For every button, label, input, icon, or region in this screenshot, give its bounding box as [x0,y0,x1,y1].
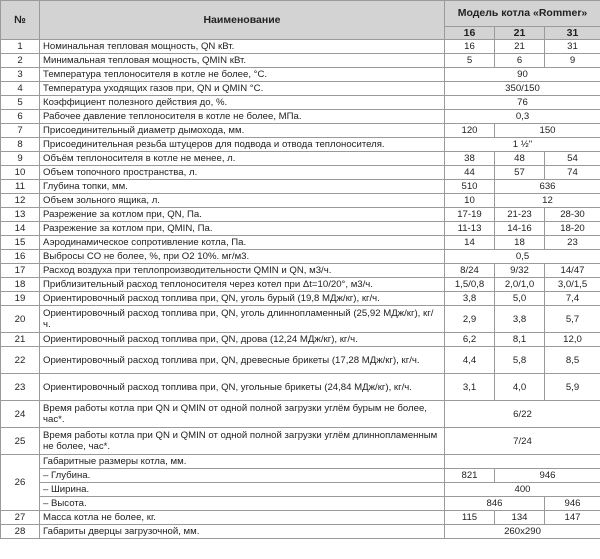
row-number: 22 [1,347,40,374]
row-number: 10 [1,166,40,180]
table-row [1,138,600,152]
value-cell: 2,0/1,0 [495,278,545,292]
value-cell: 846 [445,497,545,511]
table-row [1,347,600,374]
row-number: 4 [1,82,40,96]
row-name: Температура теплоносителя в котле не более, °С. [40,68,445,82]
header-model-31: 31 [545,27,600,40]
value-cell: 115 [445,511,495,525]
row-name: Коэффициент полезного действия до, %. [40,96,445,110]
row-name: Объём теплоносителя в котле не менее, л. [40,152,445,166]
value-cell: 2,9 [445,306,495,333]
row-number: 19 [1,292,40,306]
table-row [1,180,600,194]
value-cell: 6,2 [445,333,495,347]
value-cell: 147 [545,511,600,525]
table-row [1,208,600,222]
value-cell: 4,0 [495,374,545,401]
value-cell: 23 [545,236,600,250]
value-cell: 7,4 [545,292,600,306]
value-cell: 31 [545,40,600,54]
value-cell: 9 [545,54,600,68]
row-number: 5 [1,96,40,110]
row-number: 1 [1,40,40,54]
value-cell: 21-23 [495,208,545,222]
value-cell: 38 [445,152,495,166]
value-cell: 57 [495,166,545,180]
value-cell: 16 [445,40,495,54]
row-number: 18 [1,278,40,292]
row-number: 11 [1,180,40,194]
row-name: Ориентировочный расход топлива при, QN, древесные брикеты (17,28 МДж/кг), кг/ч. [40,347,445,374]
header-num: № [1,1,40,40]
table-row [1,306,600,333]
row-name: Аэродинамическое сопротивление котла, Па. [40,236,445,250]
row-name: Объем топочного пространства, л. [40,166,445,180]
table-row [1,333,600,347]
value-cell: 1 ½" [445,138,600,152]
row-number: 2 [1,54,40,68]
table-row [1,374,600,401]
row-name: Глубина топки, мм. [40,180,445,194]
row-name: Габаритные размеры котла, мм. [40,455,445,469]
value-cell: 6 [495,54,545,68]
value-cell: 5,9 [545,374,600,401]
value-cell: 12 [495,194,600,208]
row-name: Присоединительный диаметр дымохода, мм. [40,124,445,138]
specs-body [1,40,600,539]
table-row [1,278,600,292]
value-cell: 0,5 [445,250,600,264]
table-row [1,455,600,469]
value-cell: 7/24 [445,428,600,455]
value-cell: 18-20 [545,222,600,236]
row-number: 26 [1,455,40,511]
table-row [1,82,600,96]
value-cell: 120 [445,124,495,138]
table-row [1,469,600,483]
value-cell: 3,1 [445,374,495,401]
row-number: 27 [1,511,40,525]
row-number: 13 [1,208,40,222]
row-number: 16 [1,250,40,264]
value-cell: 10 [445,194,495,208]
row-name: Масса котла не более, кг. [40,511,445,525]
value-cell: 28-30 [545,208,600,222]
row-name: – Ширина. [40,483,445,497]
row-name: Габариты дверцы загрузочной, мм. [40,525,445,539]
value-cell: 44 [445,166,495,180]
table-row [1,236,600,250]
table-row [1,96,600,110]
value-cell: 400 [445,483,600,497]
row-name: Время работы котла при QN и QMIN от одной полной загрузки углём бурым не более, час*. [40,401,445,428]
value-cell: 74 [545,166,600,180]
value-cell: 946 [545,497,600,511]
row-number: 23 [1,374,40,401]
value-cell: 8,1 [495,333,545,347]
table-row [1,292,600,306]
row-name: Ориентировочный расход топлива при, QN, угольные брикеты (24,84 МДж/кг), кг/ч. [40,374,445,401]
table-row [1,511,600,525]
value-cell: 0,3 [445,110,600,124]
row-number: 9 [1,152,40,166]
value-cell: 76 [445,96,600,110]
row-name: Температура уходящих газов при, QN и QMIN °С. [40,82,445,96]
row-name: Ориентировочный расход топлива при, QN, уголь длиннопламенный (25,92 МДж/кг), кг/ч. [40,306,445,333]
value-cell: 12,0 [545,333,600,347]
value-cell: 18 [495,236,545,250]
value-cell: 350/150 [445,82,600,96]
value-cell: 3,0/1,5 [545,278,600,292]
table-row [1,152,600,166]
row-name: Ориентировочный расход топлива при, QN, уголь бурый (19,8 МДж/кг), кг/ч. [40,292,445,306]
row-number: 7 [1,124,40,138]
row-number: 6 [1,110,40,124]
row-name: Разрежение за котлом при, QN, Па. [40,208,445,222]
row-name: – Глубина. [40,469,445,483]
value-cell: 14-16 [495,222,545,236]
row-number: 12 [1,194,40,208]
value-cell: 14 [445,236,495,250]
row-name: Расход воздуха при теплопроизводительности QMIN и QN, м3/ч. [40,264,445,278]
header-model-title: Модель котла «Rommer» [445,1,600,27]
value-cell: 150 [495,124,600,138]
table-row [1,166,600,180]
value-cell: 9/32 [495,264,545,278]
value-cell: 3,8 [445,292,495,306]
row-number: 17 [1,264,40,278]
row-name: Минимальная тепловая мощность, QMIN кВт. [40,54,445,68]
row-name: Разрежение за котлом при, QMIN, Па. [40,222,445,236]
header-model-16: 16 [445,27,495,40]
value-cell: 4,4 [445,347,495,374]
row-number: 15 [1,236,40,250]
table-row [1,497,600,511]
value-cell: 90 [445,68,600,82]
row-name: Ориентировочный расход топлива при, QN, дрова (12,24 МДж/кг), кг/ч. [40,333,445,347]
value-cell: 5,8 [495,347,545,374]
row-name: Рабочее давление теплоносителя в котле не более, МПа. [40,110,445,124]
table-row [1,222,600,236]
value-cell: 17-19 [445,208,495,222]
value-cell: 821 [445,469,495,483]
table-row [1,110,600,124]
row-number: 28 [1,525,40,539]
row-number: 24 [1,401,40,428]
table-row [1,250,600,264]
value-cell: 946 [495,469,600,483]
value-cell: 5 [445,54,495,68]
table-row [1,428,600,455]
row-number: 20 [1,306,40,333]
value-cell: 8/24 [445,264,495,278]
row-name: Объем зольного ящика, л. [40,194,445,208]
row-name: Номинальная тепловая мощность, QN кВт. [40,40,445,54]
header-model-21: 21 [495,27,545,40]
value-cell: 134 [495,511,545,525]
header-name: Наименование [40,1,445,40]
table-row [1,124,600,138]
value-cell: 5,0 [495,292,545,306]
row-name: Присоединительная резьба штуцеров для подвода и отвода теплоносителя. [40,138,445,152]
row-name: Приблизительный расход теплоносителя через котел при Δt=10/20°, м3/ч. [40,278,445,292]
row-number: 14 [1,222,40,236]
value-cell: 636 [495,180,600,194]
table-row [1,54,600,68]
table-row [1,401,600,428]
row-number: 25 [1,428,40,455]
row-name: Время работы котла при QN и QMIN от одной полной загрузки углём длиннопламенным не более, час*. [40,428,445,455]
table-row [1,68,600,82]
value-cell: 54 [545,152,600,166]
row-number: 3 [1,68,40,82]
value-cell: 1,5/0,8 [445,278,495,292]
table-row [1,194,600,208]
table-row [1,40,600,54]
value-cell: 14/47 [545,264,600,278]
row-name: Выбросы CO не более, %, при O2 10%. мг/м3. [40,250,445,264]
table-row [1,264,600,278]
value-cell: 11-13 [445,222,495,236]
value-cell: 5,7 [545,306,600,333]
value-cell: 48 [495,152,545,166]
table-row [1,525,600,539]
value-cell: 21 [495,40,545,54]
value-cell: 510 [445,180,495,194]
value-cell [445,455,600,469]
table-row [1,483,600,497]
row-name: – Высота. [40,497,445,511]
value-cell: 260х290 [445,525,600,539]
row-number: 21 [1,333,40,347]
value-cell: 3,8 [495,306,545,333]
value-cell: 6/22 [445,401,600,428]
value-cell: 8,5 [545,347,600,374]
row-number: 8 [1,138,40,152]
